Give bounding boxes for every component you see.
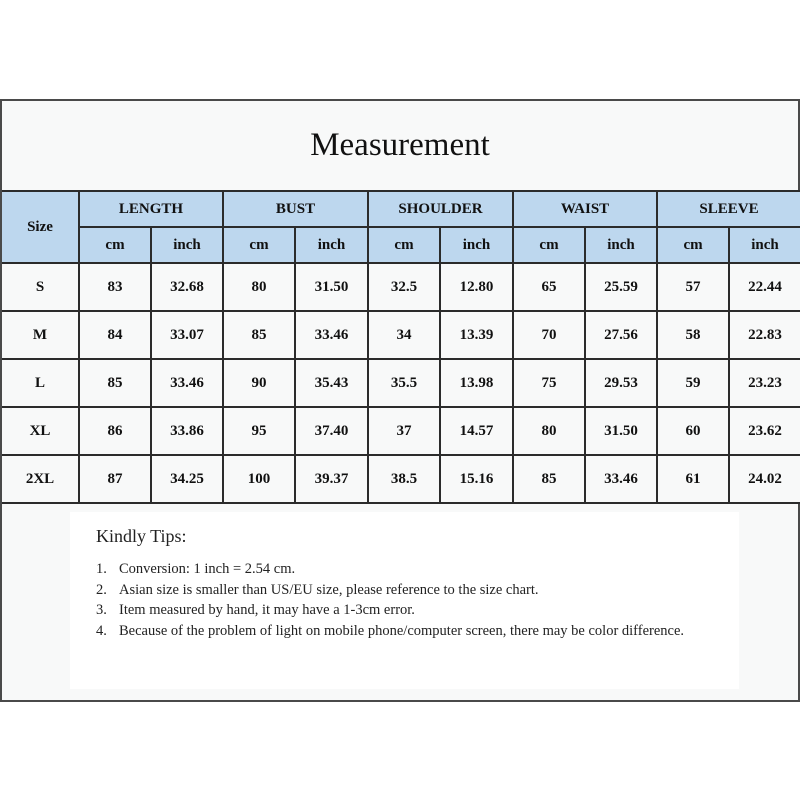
- size-cell: M: [2, 311, 79, 359]
- tip-number: 1.: [96, 561, 107, 577]
- cm-value-cell: 70: [513, 311, 585, 359]
- inch-value-cell: 33.46: [295, 311, 368, 359]
- size-chart-table: [2, 190, 800, 504]
- table-row: [2, 407, 800, 455]
- cm-value-cell: 100: [223, 455, 295, 503]
- inch-value-cell: 33.07: [151, 311, 223, 359]
- size-chart-frame: [0, 99, 800, 702]
- inch-value-cell: 34.25: [151, 455, 223, 503]
- inch-value-cell: 13.39: [440, 311, 513, 359]
- inch-value-cell: 12.80: [440, 263, 513, 311]
- cm-value-cell: 85: [79, 359, 151, 407]
- unit-header-inch: inch: [729, 227, 800, 263]
- header-row-groups: [2, 191, 800, 227]
- cm-value-cell: 84: [79, 311, 151, 359]
- inch-value-cell: 22.44: [729, 263, 800, 311]
- inch-value-cell: 25.59: [585, 263, 657, 311]
- tip-item: [96, 559, 696, 580]
- inch-value-cell: 23.23: [729, 359, 800, 407]
- cm-value-cell: 58: [657, 311, 729, 359]
- size-cell: S: [2, 263, 79, 311]
- unit-header-cm: cm: [368, 227, 440, 263]
- group-header-bust: BUST: [223, 191, 368, 227]
- table-row: [2, 311, 800, 359]
- unit-header-inch: inch: [585, 227, 657, 263]
- cm-value-cell: 87: [79, 455, 151, 503]
- inch-value-cell: 33.86: [151, 407, 223, 455]
- inch-value-cell: 31.50: [295, 263, 368, 311]
- cm-value-cell: 35.5: [368, 359, 440, 407]
- tip-text: Asian size is smaller than US/EU size, please reference to the size chart.: [119, 581, 539, 598]
- unit-header-inch: inch: [440, 227, 513, 263]
- cm-value-cell: 38.5: [368, 455, 440, 503]
- inch-value-cell: 39.37: [295, 455, 368, 503]
- unit-header-cm: cm: [223, 227, 295, 263]
- inch-value-cell: 33.46: [151, 359, 223, 407]
- size-cell: 2XL: [2, 455, 79, 503]
- table-row: [2, 263, 800, 311]
- size-cell: XL: [2, 407, 79, 455]
- table-body: [2, 263, 800, 503]
- size-column-header: Size: [2, 191, 79, 263]
- tip-number: 4.: [96, 622, 107, 639]
- inch-value-cell: 27.56: [585, 311, 657, 359]
- group-header-waist: WAIST: [513, 191, 657, 227]
- cm-value-cell: 57: [657, 263, 729, 311]
- unit-header-cm: cm: [657, 227, 729, 263]
- tip-text: Conversion: 1 inch = 2.54 cm.: [119, 561, 296, 577]
- tip-number: 2.: [96, 581, 107, 598]
- cm-value-cell: 90: [223, 359, 295, 407]
- inch-value-cell: 14.57: [440, 407, 513, 455]
- cm-value-cell: 37: [368, 407, 440, 455]
- tip-item: [96, 580, 696, 601]
- tip-item: [96, 600, 696, 621]
- inch-value-cell: 13.98: [440, 359, 513, 407]
- inch-value-cell: 31.50: [585, 407, 657, 455]
- table-row: [2, 359, 800, 407]
- cm-value-cell: 32.5: [368, 263, 440, 311]
- cm-value-cell: 34: [368, 311, 440, 359]
- cm-value-cell: 85: [223, 311, 295, 359]
- tips-box: [70, 512, 739, 689]
- cm-value-cell: 83: [79, 263, 151, 311]
- table-row: [2, 455, 800, 503]
- cm-value-cell: 80: [223, 263, 295, 311]
- inch-value-cell: 24.02: [729, 455, 800, 503]
- cm-value-cell: 60: [657, 407, 729, 455]
- unit-header-cm: cm: [513, 227, 585, 263]
- cm-value-cell: 85: [513, 455, 585, 503]
- tips-list: [96, 559, 696, 641]
- inch-value-cell: 35.43: [295, 359, 368, 407]
- tip-item: [96, 621, 696, 642]
- inch-value-cell: 15.16: [440, 455, 513, 503]
- cm-value-cell: 80: [513, 407, 585, 455]
- unit-header-cm: cm: [79, 227, 151, 263]
- group-header-sleeve: SLEEVE: [657, 191, 800, 227]
- inch-value-cell: 22.83: [729, 311, 800, 359]
- tip-text: Item measured by hand, it may have a 1-3cm error.: [119, 602, 415, 618]
- inch-value-cell: 32.68: [151, 263, 223, 311]
- unit-header-inch: inch: [151, 227, 223, 263]
- cm-value-cell: 65: [513, 263, 585, 311]
- cm-value-cell: 95: [223, 407, 295, 455]
- cm-value-cell: 75: [513, 359, 585, 407]
- inch-value-cell: 23.62: [729, 407, 800, 455]
- header-row-units: [2, 227, 800, 263]
- inch-value-cell: 37.40: [295, 407, 368, 455]
- size-cell: L: [2, 359, 79, 407]
- cm-value-cell: 86: [79, 407, 151, 455]
- group-header-length: LENGTH: [79, 191, 223, 227]
- unit-header-inch: inch: [295, 227, 368, 263]
- tips-title: Kindly Tips:: [96, 526, 187, 546]
- group-header-shoulder: SHOULDER: [368, 191, 513, 227]
- cm-value-cell: 59: [657, 359, 729, 407]
- inch-value-cell: 33.46: [585, 455, 657, 503]
- cm-value-cell: 61: [657, 455, 729, 503]
- page-title: Measurement: [310, 127, 490, 163]
- inch-value-cell: 29.53: [585, 359, 657, 407]
- tip-text: Because of the problem of light on mobile phone/computer screen, there may be color difference.: [119, 622, 685, 639]
- tip-number: 3.: [96, 602, 107, 618]
